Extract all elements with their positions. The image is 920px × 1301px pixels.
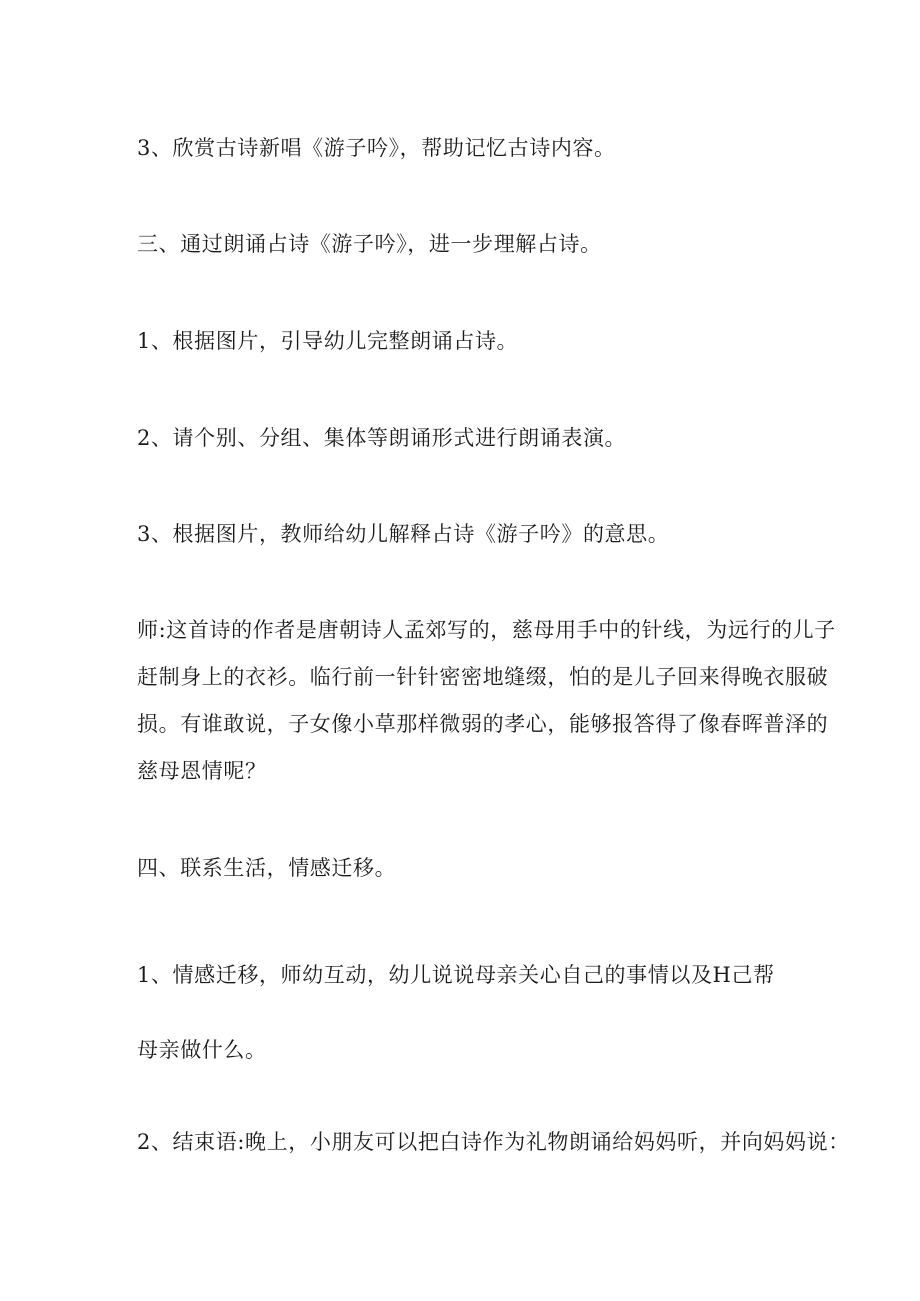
teacher-paragraph-line-1: 师:这首诗的作者是唐朝诗人孟郊写的，慈母用手中的针线，为远行的儿子 [137, 618, 836, 642]
text-line-step-3-explain: 3、根据图片，教师给幼儿解释占诗《游子吟》的意思。 [137, 522, 670, 546]
section-heading-three: 三、通过朗诵占诗《游子吟》，进一步理解占诗。 [137, 232, 602, 256]
section-heading-four: 四、联系生活，情感迁移。 [137, 856, 397, 880]
teacher-paragraph-line-3: 损。有谁敢说，子女像小草那样微弱的孝心，能够报答得了像春晖普泽的 [137, 712, 829, 736]
text-line-step-1-continued: 母亲做什么。 [137, 1038, 267, 1062]
text-line-step-1-interaction: 1、情感迁移，师幼互动，幼儿说说母亲关心自己的事情以及H己帮 [137, 963, 775, 987]
text-line-step-3-appreciate: 3、欣赏古诗新唱《游子吟》，帮助记忆古诗内容。 [137, 136, 616, 160]
teacher-paragraph-line-4: 慈母恩情呢？ [137, 759, 267, 783]
teacher-paragraph-line-2: 赶制身上的衣衫。临行前一针针密密地缝缀，怕的是儿子回来得晚衣服破 [137, 665, 829, 689]
text-line-step-1-recite: 1、根据图片，引导幼儿完整朗诵占诗。 [137, 329, 519, 353]
text-line-step-2-conclusion: 2、结束语:晚上，小朋友可以把白诗作为礼物朗诵给妈妈听，并向妈妈说： [137, 1130, 850, 1154]
text-line-step-2-perform: 2、请个别、分组、集体等朗诵形式进行朗诵表演。 [137, 426, 627, 450]
